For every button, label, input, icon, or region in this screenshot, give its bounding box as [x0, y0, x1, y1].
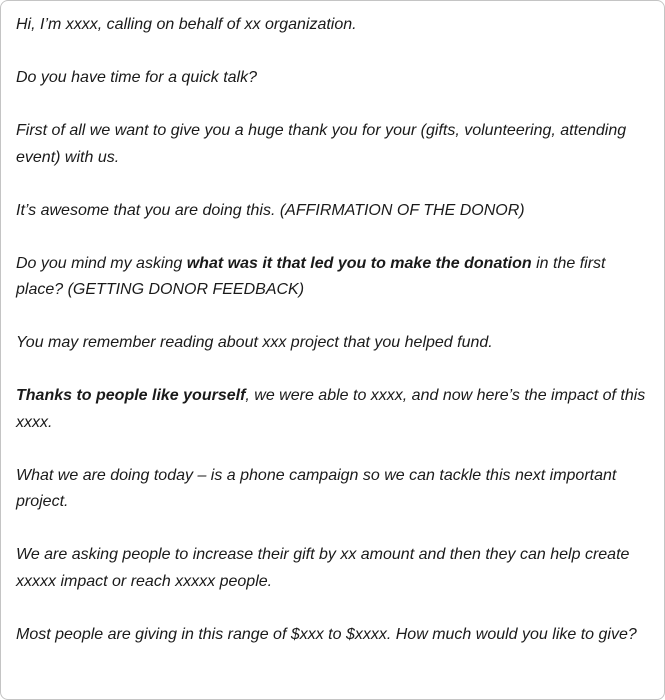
- script-paragraph-impact: [16, 383, 651, 436]
- script-paragraph-affirmation: It’s awesome that you are doing this. (AFFIRMATION OF THE DONOR): [16, 201, 525, 219]
- script-paragraph-range: Most people are giving in this range of $xxx to $xxxx. How much would you like to give?: [16, 625, 637, 643]
- impact-bold-thanks: Thanks to people like yourself: [16, 387, 246, 404]
- feedback-text-after: in the first place? (GETTING DONOR FEEDBACK): [16, 254, 606, 298]
- script-paragraph-greeting: Hi, I’m xxxx, calling on behalf of xx organization.: [16, 16, 357, 33]
- feedback-bold-question: what was it that led you to make the donation: [186, 254, 532, 272]
- impact-text-after: , we were able to xxxx, and now here’s the impact of this xxxx.: [16, 387, 646, 431]
- script-paragraph-feedback: [16, 251, 651, 304]
- script-paragraph-project-reminder: You may remember reading about xxx project that you helped fund.: [16, 334, 493, 351]
- feedback-text-before: Do you mind my asking: [16, 254, 187, 272]
- script-paragraph-thank-you: First of all we want to give you a huge thank you for your (gifts, volunteering, attending event) with us.: [16, 122, 627, 166]
- script-paragraph-campaign: What we are doing today – is a phone campaign so we can tackle this next important project.: [16, 466, 617, 510]
- call-script: [16, 12, 651, 648]
- script-paragraph-time-check: Do you have time for a quick talk?: [16, 69, 258, 86]
- script-paragraph-ask: We are asking people to increase their gift by xx amount and then they can help create xxxxx impact or reach xxxxx people.: [16, 546, 630, 590]
